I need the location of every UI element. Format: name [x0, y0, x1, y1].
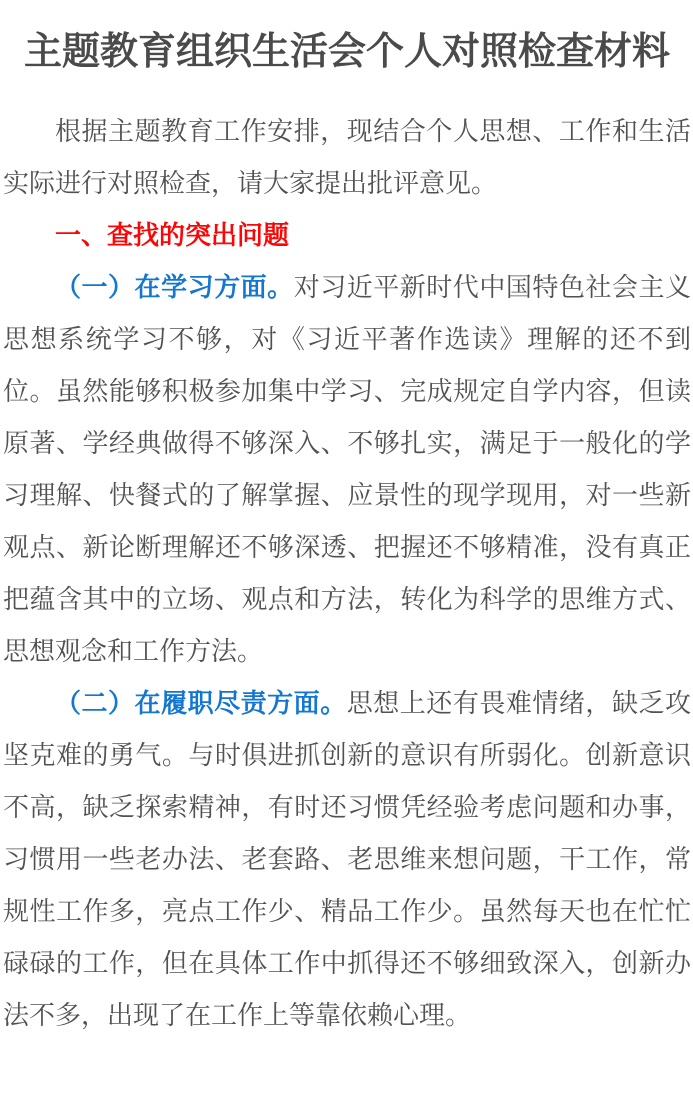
subsection-1-paragraph [3, 261, 691, 677]
page-title: 主题教育组织生活会个人对照检查材料 [23, 31, 670, 73]
subsection-2-body: 思想上还有畏难情绪，缺乏攻坚克难的勇气。与时俱进抓创新的意识有所弱化。创新意识不高，缺乏探索精神，有时还习惯凭经验考虑问题和办事，习惯用一些老办法、老套路、老思维来想问题，干工作，常规性工作多，亮点工作少、精品工作少。虽然每天也在忙忙碌碌的工作，但在具体工作中抓得还不够细致深入，创新办法不多，出现了在工作上等靠依赖心理。 [3, 688, 691, 1030]
subsection-1-body: 对习近平新时代中国特色社会主义思想系统学习不够，对《习近平著作选读》理解的还不到位。虽然能够积极参加集中学习、完成规定自学内容，但读原著、学经典做得不够深入、不够扎实，满足于一般化的学习理解、快餐式的了解掌握、应景性的现学现用，对一些新观点、新论断理解还不够深透、把握还不够精准，没有真正把蕴含其中的立场、观点和方法，转化为科学的思维方式、思想观念和工作方法。 [3, 272, 691, 666]
intro-paragraph: 根据主题教育工作安排，现结合个人思想、工作和生活实际进行对照检查，请大家提出批评意见。 [3, 116, 691, 198]
subsection-2-lead: （二）在履职尽责方面。 [55, 688, 347, 718]
subsection-2-paragraph [3, 677, 691, 1041]
section-1-heading: 一、查找的突出问题 [55, 220, 290, 250]
subsection-1-lead: （一）在学习方面。 [55, 272, 294, 302]
